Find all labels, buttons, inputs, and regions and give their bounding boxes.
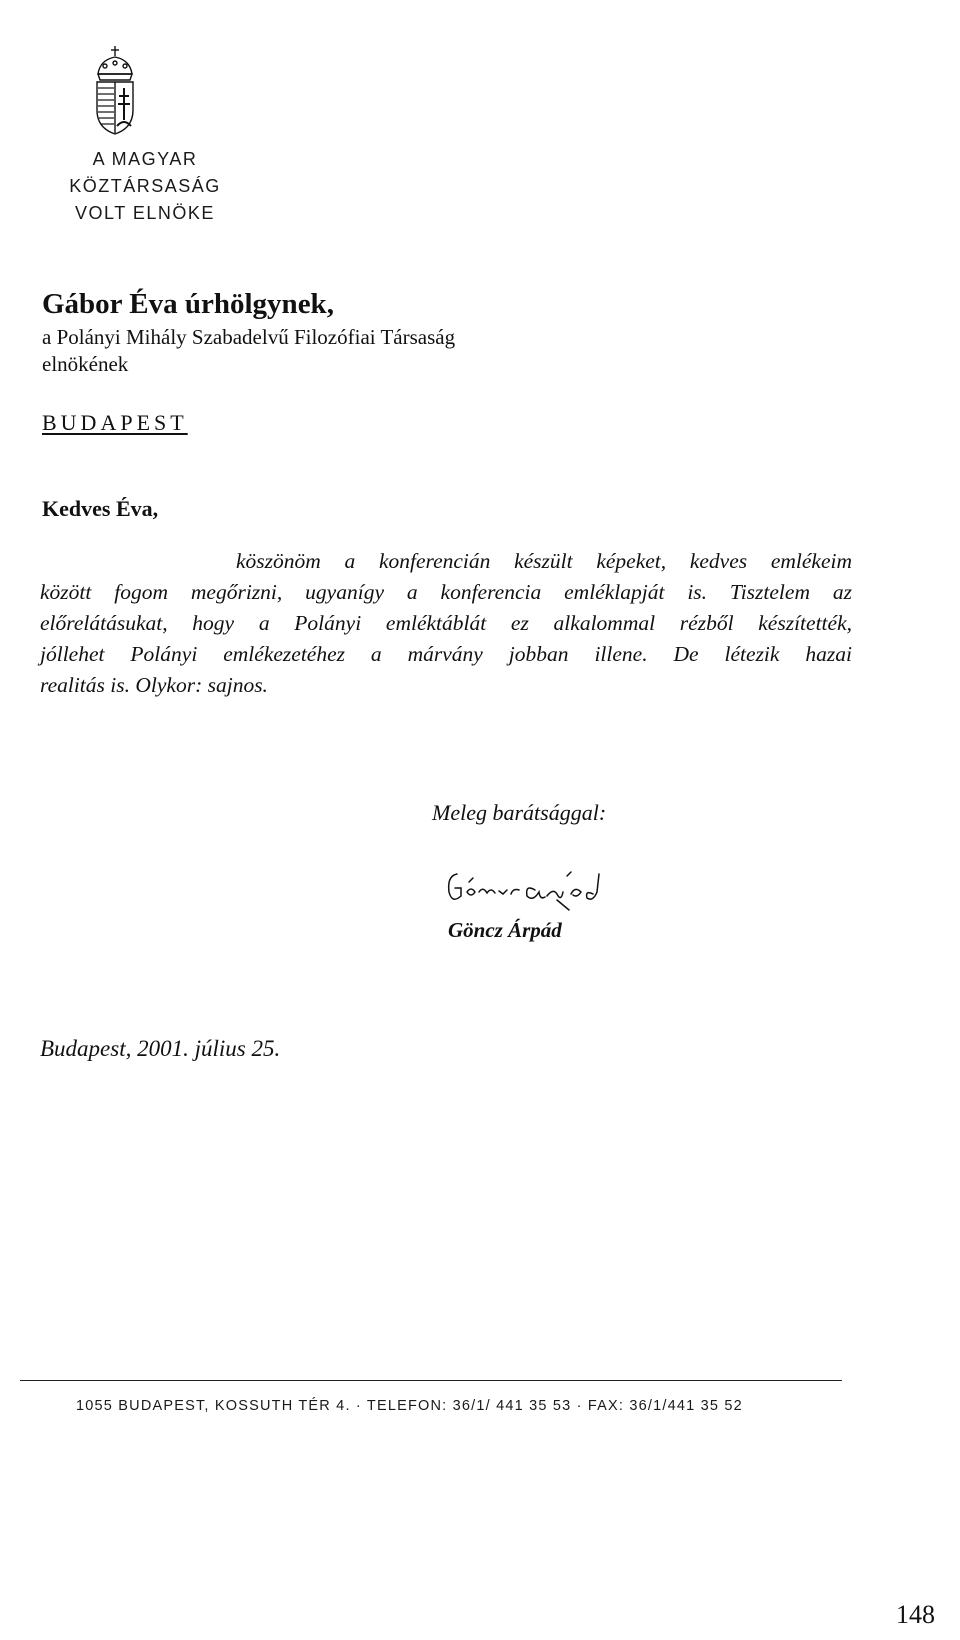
issuer-line-3: VOLT ELNÖKE	[75, 203, 215, 223]
footer-address: 1055 BUDAPEST, KOSSUTH TÉR 4. · TELEFON: 36/1/ 441 35 53 · FAX: 36/1/441 35 52	[76, 1398, 743, 1414]
letter-date: Budapest, 2001. július 25.	[40, 1036, 281, 1061]
issuer-line-2: KÖZTÁRSASÁG	[69, 176, 221, 196]
recipient-city: BUDAPEST	[42, 410, 188, 435]
signer-name: Göncz Árpád	[448, 918, 562, 942]
footer-divider	[20, 1380, 842, 1381]
page-number: 148	[896, 1600, 935, 1629]
letter-body	[40, 546, 852, 701]
body-line: előrelátásukat, hogy a Polányi emléktáblát ez alkalommal rézből készítették,	[40, 611, 852, 635]
signature-icon	[443, 866, 623, 914]
closing: Meleg barátsággal:	[432, 800, 607, 825]
body-line: köszönöm a konferencián készült képeket, kedves emlékeim	[236, 549, 852, 573]
letterhead-issuer	[40, 146, 250, 227]
recipient-name: Gábor Éva úrhölgynek,	[42, 288, 334, 320]
recipient-role: elnökének	[42, 352, 129, 376]
body-line: között fogom megőrizni, ugyanígy a konferencia emléklapját is. Tisztelem az	[40, 580, 852, 604]
issuer-line-1: A MAGYAR	[92, 149, 198, 169]
body-line: realitás is. Olykor: sajnos.	[40, 673, 268, 697]
coat-of-arms-icon	[90, 44, 140, 139]
salutation: Kedves Éva,	[42, 496, 159, 521]
body-line: jóllehet Polányi emlékezetéhez a márvány jobban illene. De létezik hazai	[40, 642, 852, 666]
recipient-organization: a Polányi Mihály Szabadelvű Filozófiai Társaság	[42, 325, 456, 349]
